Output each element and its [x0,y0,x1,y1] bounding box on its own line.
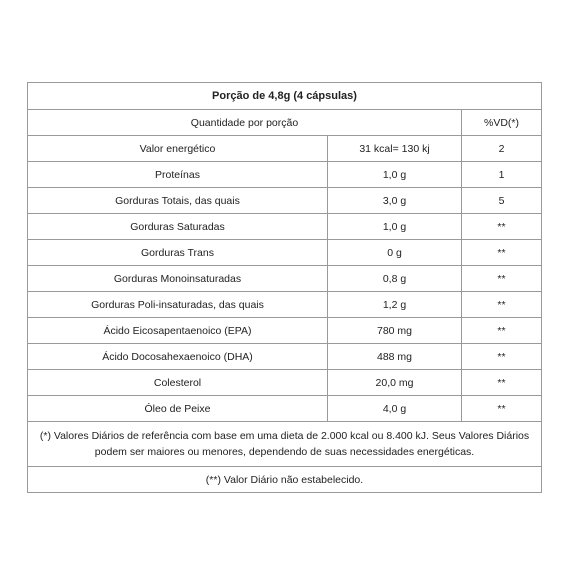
quantity-header: Quantidade por porção [28,110,462,136]
nutrient-amount: 0,8 g [328,266,462,292]
nutrient-name: Valor energético [28,136,328,162]
nutrient-name: Gorduras Poli-insaturadas, das quais [28,292,328,318]
nutrient-vd: ** [462,292,542,318]
table-row [28,240,542,266]
table-row [28,162,542,188]
table-row [28,214,542,240]
nutrient-amount: 20,0 mg [328,370,462,396]
nutrition-facts-table [27,82,542,493]
table-row [28,370,542,396]
nutrient-amount: 31 kcal= 130 kj [328,136,462,162]
table-row [28,188,542,214]
serving-title: Porção de 4,8g (4 cápsulas) [28,83,542,110]
footnote-row [28,422,542,467]
nutrient-vd: ** [462,318,542,344]
nutrient-name: Óleo de Peixe [28,396,328,422]
nutrient-name: Proteínas [28,162,328,188]
nutrient-amount: 1,0 g [328,214,462,240]
title-row [28,83,542,110]
nutrient-amount: 0 g [328,240,462,266]
not-established-footnote: (**) Valor Diário não estabelecido. [28,467,542,493]
nutrient-name: Colesterol [28,370,328,396]
nutrient-name: Ácido Eicosapentaenoico (EPA) [28,318,328,344]
nutrient-vd: 2 [462,136,542,162]
nutrient-name: Gorduras Trans [28,240,328,266]
daily-values-footnote: (*) Valores Diários de referência com base em uma dieta de 2.000 kcal ou 8.400 kJ. Seus Valores Diários podem ser maiores ou menores, dependendo de suas necessidades energéticas. [28,422,542,467]
nutrient-name: Gorduras Monoinsaturadas [28,266,328,292]
nutrient-amount: 488 mg [328,344,462,370]
nutrient-vd: ** [462,240,542,266]
nutrient-name: Ácido Docosahexaenoico (DHA) [28,344,328,370]
vd-header: %VD(*) [462,110,542,136]
nutrient-amount: 1,0 g [328,162,462,188]
footnote-row [28,467,542,493]
nutrient-amount: 4,0 g [328,396,462,422]
nutrient-vd: 1 [462,162,542,188]
table-row [28,136,542,162]
table-row [28,344,542,370]
nutrient-vd: 5 [462,188,542,214]
table-row [28,266,542,292]
nutrient-amount: 3,0 g [328,188,462,214]
table-row [28,318,542,344]
nutrient-vd: ** [462,344,542,370]
nutrient-vd: ** [462,396,542,422]
nutrient-name: Gorduras Totais, das quais [28,188,328,214]
nutrient-amount: 1,2 g [328,292,462,318]
nutrient-vd: ** [462,214,542,240]
nutrient-amount: 780 mg [328,318,462,344]
nutrient-vd: ** [462,370,542,396]
header-row [28,110,542,136]
nutrient-name: Gorduras Saturadas [28,214,328,240]
nutrient-vd: ** [462,266,542,292]
table-row [28,292,542,318]
table-row [28,396,542,422]
